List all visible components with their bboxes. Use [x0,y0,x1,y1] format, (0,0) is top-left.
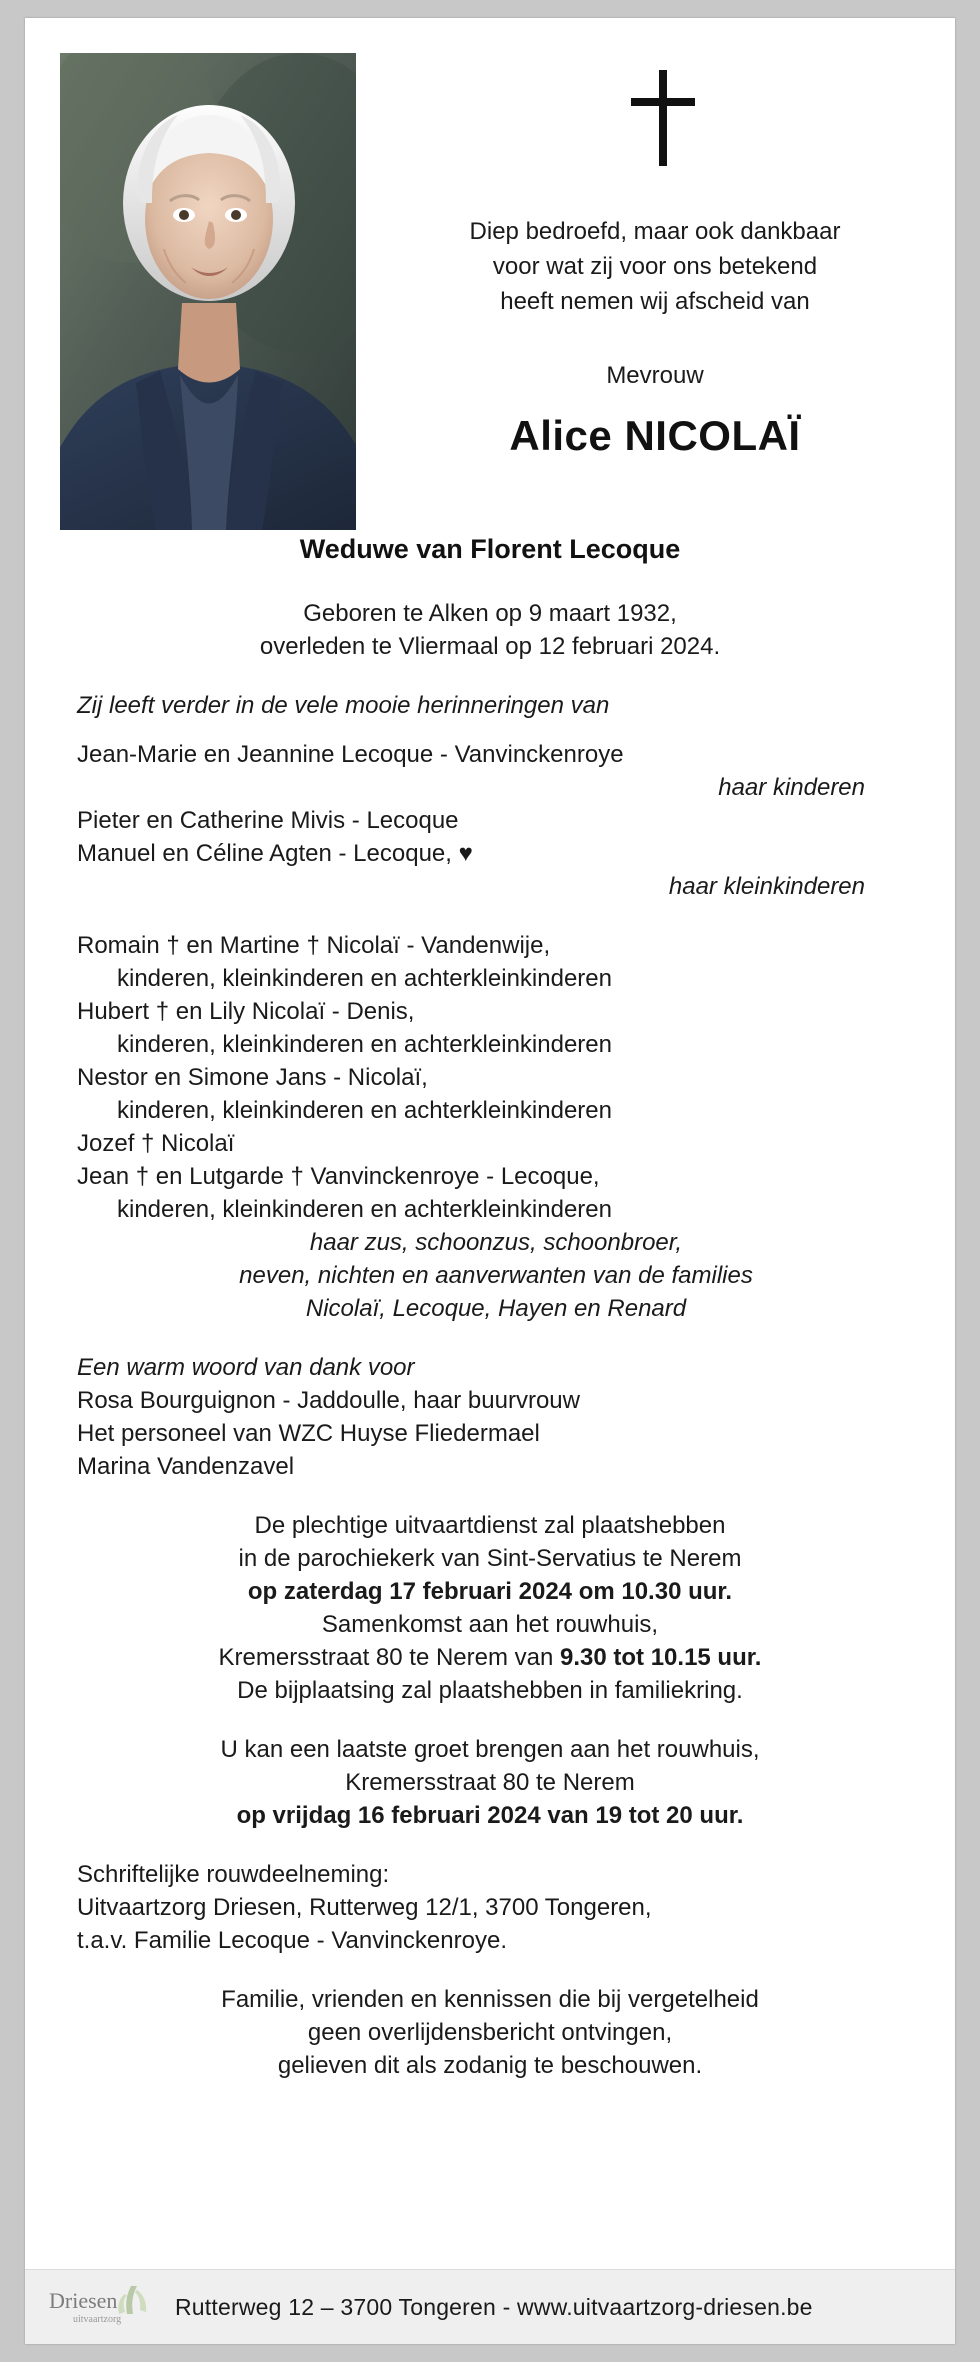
grandchildren-label: haar kleinkinderen [668,873,865,900]
family-row: Hubert † en Lily Nicolaï - Denis, [77,998,415,1025]
intro-line-2: voor wat zij voor ons betekend [492,253,818,280]
thanks-item: Marina Vandenzavel [77,1453,295,1480]
birth-death-block [25,597,955,663]
child-row: Jean-Marie en Jeannine Lecoque - Vanvinckenroye [77,741,624,768]
thanks-heading: Een warm woord van dank voor [77,1354,415,1381]
service-line-6: De bijplaatsing zal plaatshebben in familiekring. [237,1677,743,1704]
service-datetime: op zaterdag 17 februari 2024 om 10.30 uur. [247,1578,733,1605]
portrait-photo [60,53,356,530]
visitation-line-1: U kan een laatste groet brengen aan het rouwhuis, [220,1736,760,1763]
family-label-line-3: Nicolaï, Lecoque, Hayen en Renard [305,1295,687,1322]
intro-line-3: heeft nemen wij afscheid van [500,288,810,315]
driesen-logo [47,2280,167,2334]
memories-heading: Zij leeft verder in de vele mooie herinneringen van [77,692,610,719]
service-line-1: De plechtige uitvaartdienst zal plaatshebben [254,1512,726,1539]
family-row: Jean † en Lutgarde † Vanvinckenroye - Lecoque, [77,1163,600,1190]
thanks-item: Het personeel van WZC Huyse Fliedermael [77,1420,540,1447]
salutation: Mevrouw [606,362,704,389]
widow-of-line: Weduwe van Florent Lecoque [299,534,681,564]
svg-text:uitvaartzorg: uitvaartzorg [73,2314,122,2325]
card-header [25,18,955,528]
children-label: haar kinderen [718,774,865,801]
family-row: Nestor en Simone Jans - Nicolaï, [77,1064,428,1091]
service-line-2: in de parochiekerk van Sint-Servatius te Nerem [238,1545,742,1572]
service-line-5 [25,1641,955,1674]
grandchild-row: Manuel en Céline Agten - Lecoque, ♥ [77,840,473,867]
visitation-block [25,1733,955,1832]
family-row: Jozef † Nicolaï [77,1130,235,1157]
family-row: Romain † en Martine † Nicolaï - Vandenwije, [77,932,551,959]
service-block [25,1509,955,1707]
card-footer [25,2269,955,2344]
footer-address: Rutterweg 12 – 3700 Tongeren - www.uitvaartzorg-driesen.be [175,2294,813,2320]
family-row-sub: kinderen, kleinkinderen en achterkleinkinderen [117,1196,612,1223]
service-line-5-prefix: Kremersstraat 80 te Nerem van [218,1644,561,1671]
family-label-line-2: neven, nichten en aanverwanten van de families [239,1262,753,1289]
condolences-line-2: Uitvaartzorg Driesen, Rutterweg 12/1, 3700 Tongeren, [77,1894,652,1921]
notice-block [25,1983,955,2082]
memorial-card [25,18,955,2344]
condolences-block [25,1858,955,1957]
thanks-item: Rosa Bourguignon - Jaddoulle, haar buurvrouw [77,1387,580,1414]
memories-block [25,689,955,1483]
visitation-line-2: Kremersstraat 80 te Nerem [345,1769,635,1796]
cross-icon [621,70,705,166]
death-line: overleden te Vliermaal op 12 februari 2024. [259,633,721,660]
birth-line: Geboren te Alken op 9 maart 1932, [303,600,677,627]
family-row-sub: kinderen, kleinkinderen en achterkleinkinderen [117,1031,612,1058]
notice-line-2: geen overlijdensbericht ontvingen, [307,2019,673,2046]
service-line-5-hours: 9.30 tot 10.15 uur. [560,1644,762,1671]
deceased-name: Alice NICOLAÏ [509,412,801,459]
family-row-sub: kinderen, kleinkinderen en achterkleinkinderen [117,1097,612,1124]
svg-text:Driesen: Driesen [49,2288,118,2313]
condolences-line-1: Schriftelijke rouwdeelneming: [77,1861,390,1888]
grandchild-row: Pieter en Catherine Mivis - Lecoque [77,807,459,834]
service-line-4: Samenkomst aan het rouwhuis, [321,1611,659,1638]
card-body [25,528,955,2082]
family-label-line-1: haar zus, schoonzus, schoonbroer, [309,1229,683,1256]
intro-text [385,214,925,319]
visitation-datetime: op vrijdag 16 februari 2024 van 19 tot 20 uur. [236,1802,744,1829]
notice-line-3: gelieven dit als zodanig te beschouwen. [277,2052,703,2079]
condolences-line-3: t.a.v. Familie Lecoque - Vanvinckenroye. [77,1927,507,1954]
intro-line-1: Diep bedroefd, maar ook dankbaar [469,218,841,245]
notice-line-1: Familie, vrienden en kennissen die bij vergetelheid [221,1986,759,2013]
family-row-sub: kinderen, kleinkinderen en achterkleinkinderen [117,965,612,992]
